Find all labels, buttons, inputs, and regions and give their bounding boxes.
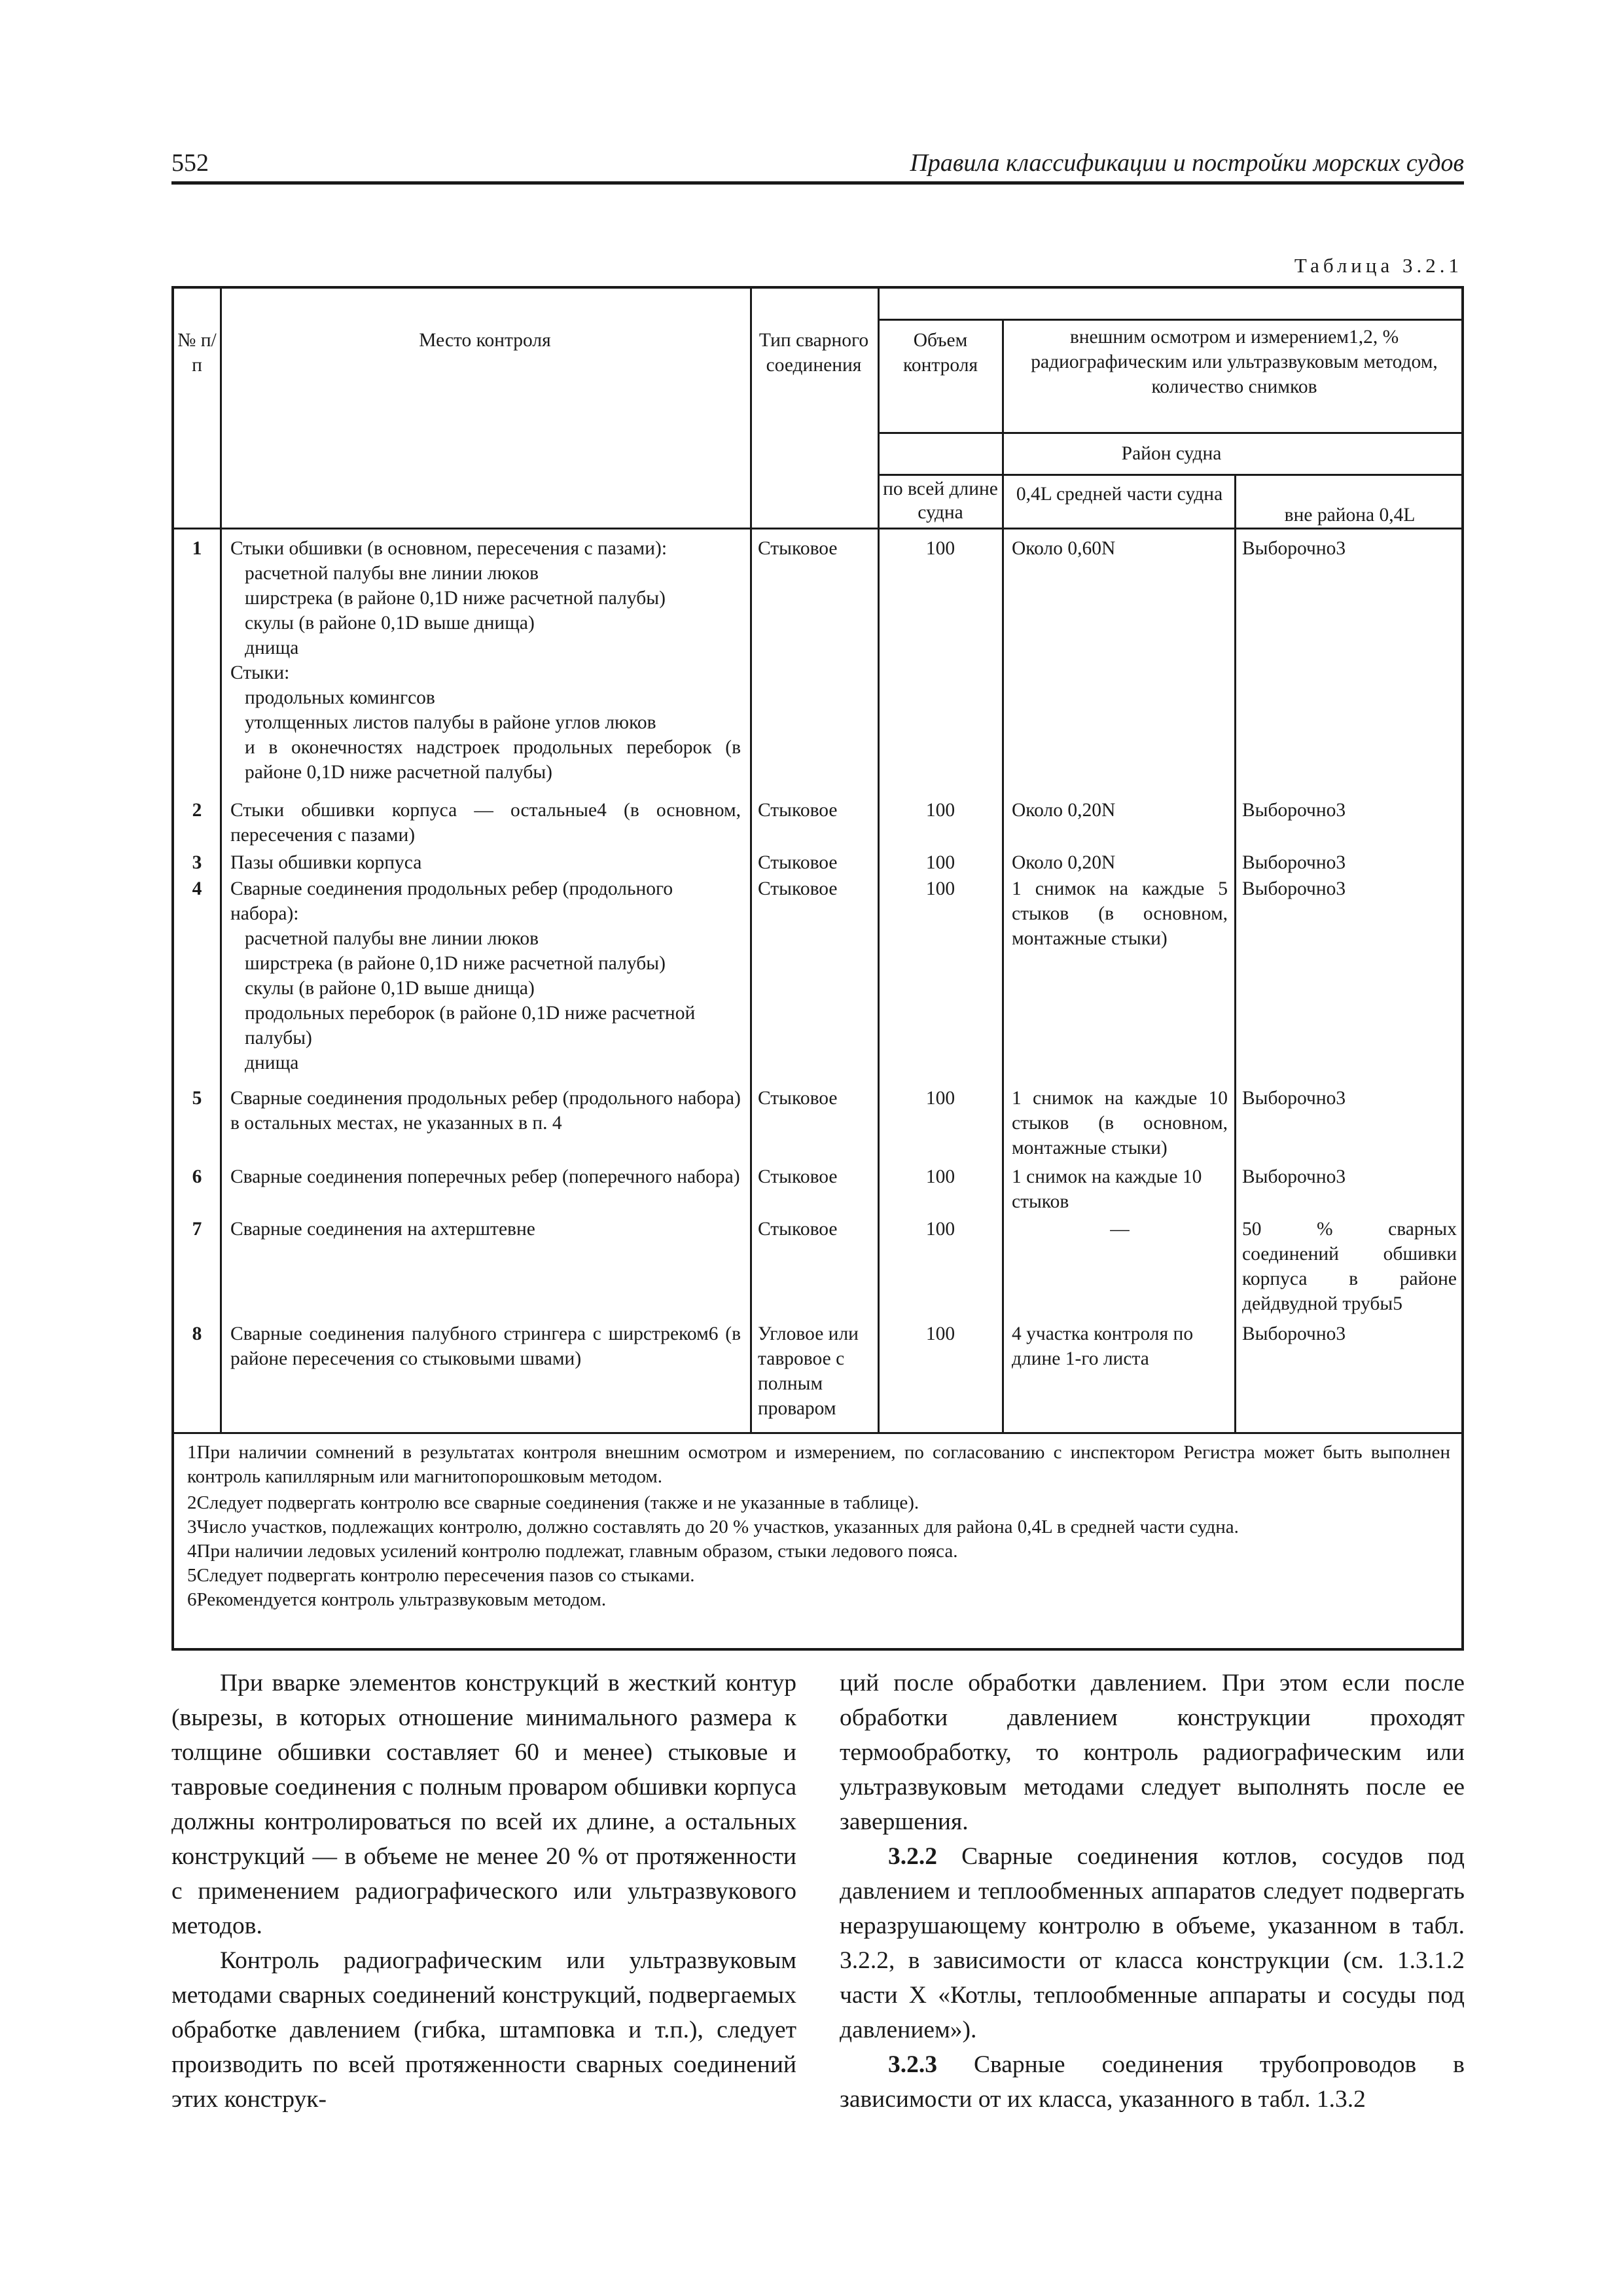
header-volume: Объем контроля <box>902 330 978 376</box>
row6-mid: 1 снимок на каждые 10 стыков <box>1012 1166 1202 1212</box>
row1-place-line: утолщенных листов палубы в районе углов люков <box>245 712 656 733</box>
header-area: Район судна <box>1121 443 1222 464</box>
row1-place-line: Стыки обшивки (в основном, пересечения с пазами): <box>230 538 668 559</box>
row7-out: 50 % сварных соединений обшивки корпуса в районе дейдвудной трубы5 <box>1242 1219 1457 1314</box>
rule <box>878 319 1464 321</box>
page-number: 552 <box>171 149 209 177</box>
row1-full: 100 <box>925 538 955 559</box>
row2-mid: Около 0,20N <box>1012 800 1116 821</box>
row4-place-line: расчетной палубы вне линии люков <box>245 928 539 949</box>
row7-place: Сварные соединения на ахтерштевне <box>230 1219 535 1240</box>
header-method-text: внешним осмотром и измерением1,2, % радиографическим или ультразвуковым методом, количество снимков <box>1031 327 1438 397</box>
inspection-table <box>171 286 1464 1651</box>
row3-type: Стыковое <box>758 852 838 873</box>
row1-place-line: ширстрека (в районе 0,1D ниже расчетной палубы) <box>245 588 666 609</box>
row3-full: 100 <box>925 852 955 873</box>
footnote-2: 2Следует подвергать контролю все сварные соединения (также и не указанные в таблице). <box>187 1492 919 1513</box>
row1-place-line: продольных комингсов <box>245 687 435 708</box>
row1-place-line: и в оконечностях надстроек продольных переборок (в районе 0,1D ниже расчетной палубы) <box>245 737 741 783</box>
rule <box>1234 474 1236 1432</box>
right-paragraph-3 <box>840 2047 1465 2117</box>
row5-place: Сварные соединения продольных ребер (продольного набора) в остальных местах, не указанных в п. 4 <box>230 1088 741 1134</box>
right-paragraph-3-text: Сварные соединения трубопроводов в зависимости от их класса, указанного в табл. 1.3.2 <box>840 2051 1465 2113</box>
row7-full: 100 <box>925 1219 955 1240</box>
row1-place <box>230 536 741 785</box>
right-paragraph-1: ций после обработки давлением. При этом если после обработки давлением конструкции проходят термообработку, то контроль радиографическим или ультразвуковым методами следует выполнять после ее завершения. <box>840 1670 1465 1835</box>
rule <box>1002 319 1004 1432</box>
row1-place-line: расчетной палубы вне линии люков <box>245 563 539 584</box>
row8-type: Угловое или тавровое с полным проваром <box>758 1323 859 1419</box>
row1-type: Стыковое <box>758 538 838 559</box>
row2-type: Стыковое <box>758 800 838 821</box>
section-number: 3.2.2 <box>888 1843 937 1870</box>
row4-place-line: Сварные соединения продольных ребер (продольного набора): <box>230 878 673 924</box>
row6-place: Сварные соединения поперечных ребер (поперечного набора) <box>230 1166 740 1187</box>
row5-mid: 1 снимок на каждые 10 стыков (в основном, монтажные стыки) <box>1012 1088 1228 1158</box>
left-paragraph-1: При вварке элементов конструкций в жесткий контур (вырезы, в которых отношение минимального размера к толщине обшивки составляет 60 и менее) стыковые и тавровые соединения с полным проваром обшивки корпуса должны контролироваться по всей их длине, а остальных конструкций — в объеме не менее 20 % от протяженности с применением радиографического или ультразвукового методов. <box>171 1670 796 1939</box>
row4-type: Стыковое <box>758 878 838 899</box>
row8-place: Сварные соединения палубного стрингера с ширстреком6 (в районе пересечения со стыковыми швами) <box>230 1323 741 1369</box>
table-caption: Таблица 3.2.1 <box>1294 254 1463 277</box>
row4-place-line: продольных переборок (в районе 0,1D ниже расчетной палубы) <box>245 1003 696 1049</box>
header-sub-out: вне района 0,4L <box>1284 505 1416 526</box>
row3-num: 3 <box>192 852 202 873</box>
header-num: № п/п <box>177 330 217 376</box>
footnote-1: 1При наличии сомнений в результатах контроля внешним осмотром и измерением, по согласованию с инспектором Регистра может быть выполнен контроль капиллярным или магнитопорошковым методом. <box>187 1442 1450 1487</box>
row4-out: Выборочно3 <box>1242 878 1346 899</box>
right-paragraph-2-text: Сварные соединения котлов, сосудов под давлением и теплообменных аппаратов следует подвергать неразрушающему контролю в объеме, указанном в табл. 3.2.2, в зависимости от класса конструкции (см. 1.3.1.2 части X «Котлы, теплообменные аппараты и сосуды под давлением»). <box>840 1843 1465 2043</box>
running-title: Правила классификации и постройки морских судов <box>910 149 1464 177</box>
header-place: Место контроля <box>419 330 551 351</box>
row8-out: Выборочно3 <box>1242 1323 1346 1344</box>
row4-mid: 1 снимок на каждые 5 стыков (в основном, монтажные стыки) <box>1012 878 1228 949</box>
header-sub-full: по всей длине судна <box>883 478 998 523</box>
rule <box>220 289 222 1432</box>
row7-mid: — <box>1110 1219 1130 1240</box>
header-method <box>1012 325 1457 399</box>
footnote-3: 3Число участков, подлежащих контролю, должно составлять до 20 % участков, указанных для района 0,4L в средней части судна. <box>187 1516 1239 1537</box>
row6-full: 100 <box>925 1166 955 1187</box>
row8-num: 8 <box>192 1323 202 1344</box>
header-sub-mid: 0,4L средней части судна <box>1016 484 1223 505</box>
row5-full: 100 <box>925 1088 955 1109</box>
row8-mid: 4 участка контроля по длине 1-го листа <box>1012 1323 1194 1369</box>
row4-place-line: ширстрека (в районе 0,1D ниже расчетной палубы) <box>245 953 666 974</box>
footnote-6: 6Рекомендуется контроль ультразвуковым методом. <box>187 1589 607 1610</box>
footnote-5: 5Следует подвергать контролю пересечения пазов со стыками. <box>187 1565 695 1586</box>
row4-place <box>230 876 741 1075</box>
rule <box>174 528 1464 529</box>
row4-num: 4 <box>192 878 202 899</box>
row4-full: 100 <box>925 878 955 899</box>
row1-mid: Около 0,60N <box>1012 538 1116 559</box>
header-type: Тип сварного соединения <box>758 330 869 376</box>
row2-place: Стыки обшивки корпуса — остальные4 (в основном, пересечения с пазами) <box>230 800 741 846</box>
left-paragraph-2: Контроль радиографическим или ультразвуковым методами сварных соединений конструкций, подвергаемых обработке давлением (гибка, штамповка и т.п.), следует производить по всей протяженности сварных соединений этих конструк- <box>171 1947 796 2113</box>
left-column <box>171 1666 796 2117</box>
row1-out: Выборочно3 <box>1242 538 1346 559</box>
row8-full: 100 <box>925 1323 955 1344</box>
row3-place: Пазы обшивки корпуса <box>230 852 422 873</box>
rule <box>750 289 752 1432</box>
row2-out: Выборочно3 <box>1242 800 1346 821</box>
row3-out: Выборочно3 <box>1242 852 1346 873</box>
rule <box>878 432 1464 434</box>
row7-num: 7 <box>192 1219 202 1240</box>
right-paragraph-2 <box>840 1839 1465 2047</box>
row4-place-line: днища <box>245 1052 299 1073</box>
footnote-4: 4При наличии ледовых усилений контролю подлежат, главным образом, стыки ледового пояса. <box>187 1541 958 1562</box>
row5-num: 5 <box>192 1088 202 1109</box>
right-column <box>840 1666 1465 2117</box>
section-number: 3.2.3 <box>888 2051 937 2078</box>
running-header <box>171 141 1464 185</box>
rule <box>174 1432 1464 1434</box>
row3-mid: Около 0,20N <box>1012 852 1116 873</box>
row1-num: 1 <box>192 538 202 559</box>
rule <box>878 289 880 1432</box>
row2-full: 100 <box>925 800 955 821</box>
row1-place-line: скулы (в районе 0,1D выше днища) <box>245 613 535 634</box>
row5-type: Стыковое <box>758 1088 838 1109</box>
row1-place-line: Стыки: <box>230 662 290 683</box>
row6-out: Выборочно3 <box>1242 1166 1346 1187</box>
row5-out: Выборочно3 <box>1242 1088 1346 1109</box>
row7-type: Стыковое <box>758 1219 838 1240</box>
row4-place-line: скулы (в районе 0,1D выше днища) <box>245 978 535 999</box>
row6-type: Стыковое <box>758 1166 838 1187</box>
row1-place-line: днища <box>245 637 299 658</box>
rule <box>878 474 1464 476</box>
row2-num: 2 <box>192 800 202 821</box>
row6-num: 6 <box>192 1166 202 1187</box>
